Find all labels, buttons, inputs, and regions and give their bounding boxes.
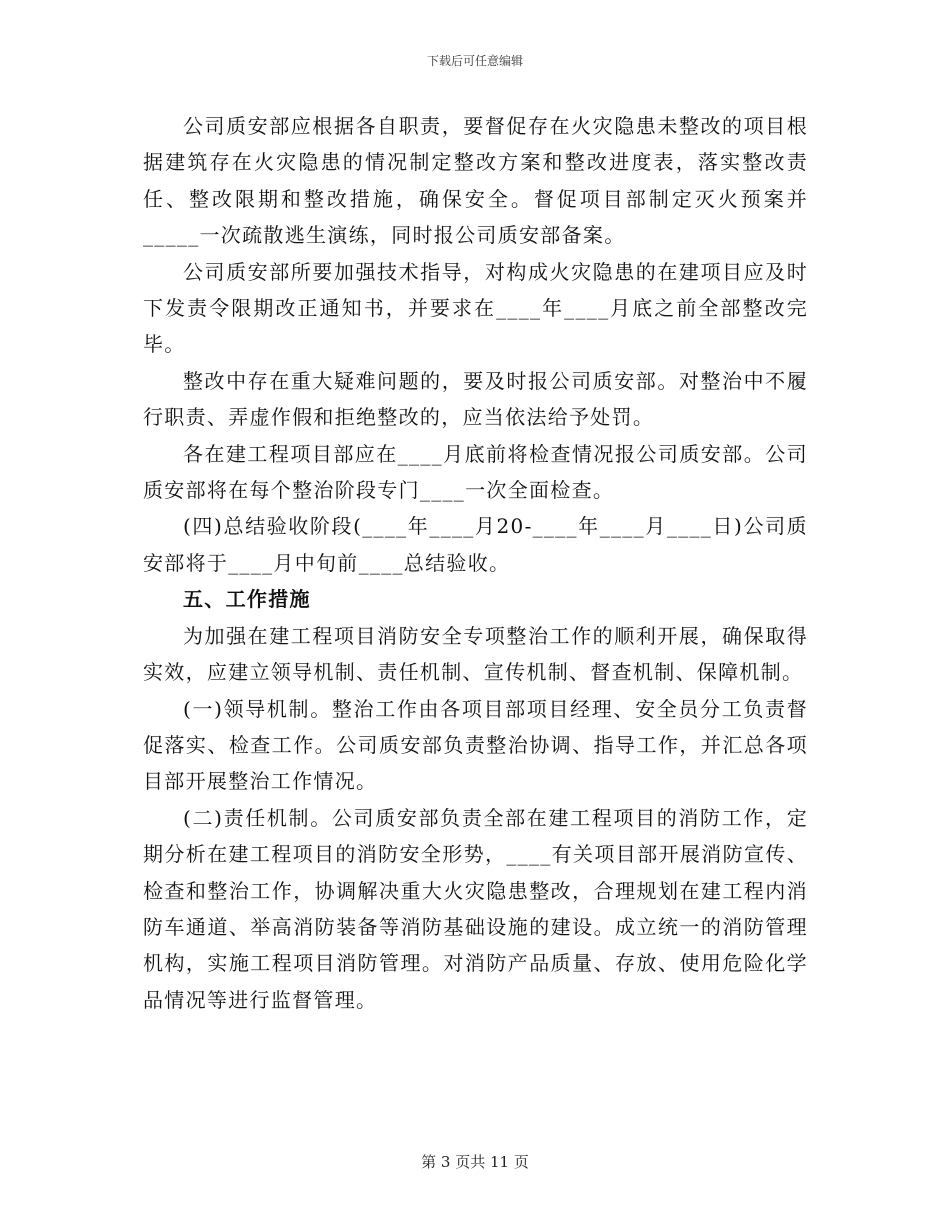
paragraph-rectification-plan: 公司质安部应根据各自职责，要督促存在火灾隐患未整改的项目根据建筑存在火灾隐患的情况制定整改方案和整改进度表，落实整改责任、整改限期和整改措施，确保安全。督促项目部制定灭火预案并_____一次疏散逃生演练，同时报公司质安部备案。 [143, 114, 808, 248]
paragraph-leadership-mechanism: (一)领导机制。整治工作由各项目部项目经理、安全员分工负责督促落实、检查工作。公司质安部负责整治协调、指导工作，并汇总各项目部开展整治工作情况。 [143, 696, 808, 794]
paragraph-inspection-report: 各在建工程项目部应在____月底前将检查情况报公司质安部。公司质安部将在每个整治阶段专门____一次全面检查。 [143, 441, 808, 503]
paragraph-responsibility-mechanism: (二)责任机制。公司质安部负责全部在建工程项目的消防工作，定期分析在建工程项目的消防安全形势，____有关项目部开展消防宣传、检查和整治工作，协调解决重大火灾隐患整改，合理规划在建工程内消防车通道、举高消防装备等消防基础设施的建设。成立统一的消防管理机构，实施工程项目消防管理。对消防产品质量、存放、使用危险化学品情况等进行监督管理。 [143, 805, 808, 1012]
page-header: 下载后可任意编辑 [426, 54, 523, 68]
document-body [143, 108, 808, 1018]
paragraph-summary-stage: (四)总结验收阶段(____年____月20-____年____月____日)公司质安部将于____月中旬前____总结验收。 [143, 514, 808, 575]
paragraph-measures-intro: 为加强在建工程项目消防安全专项整治工作的顺利开展，确保取得实效，应建立领导机制、责任机制、宣传机制、督查机制、保障机制。 [143, 623, 808, 685]
paragraph-technical-guidance: 公司质安部所要加强技术指导，对构成火灾隐患的在建项目应及时下发责令限期改正通知书，并要求在____年____月底之前全部整改完毕。 [143, 259, 808, 357]
page-footer: 第 3 页共 11 页 [421, 1153, 529, 1171]
section-heading-work-measures: 五、工作措施 [183, 587, 311, 612]
paragraph-major-issues: 整改中存在重大疑难问题的，要及时报公司质安部。对整治中不履行职责、弄虚作假和拒绝整改的，应当依法给予处罚。 [143, 368, 808, 430]
